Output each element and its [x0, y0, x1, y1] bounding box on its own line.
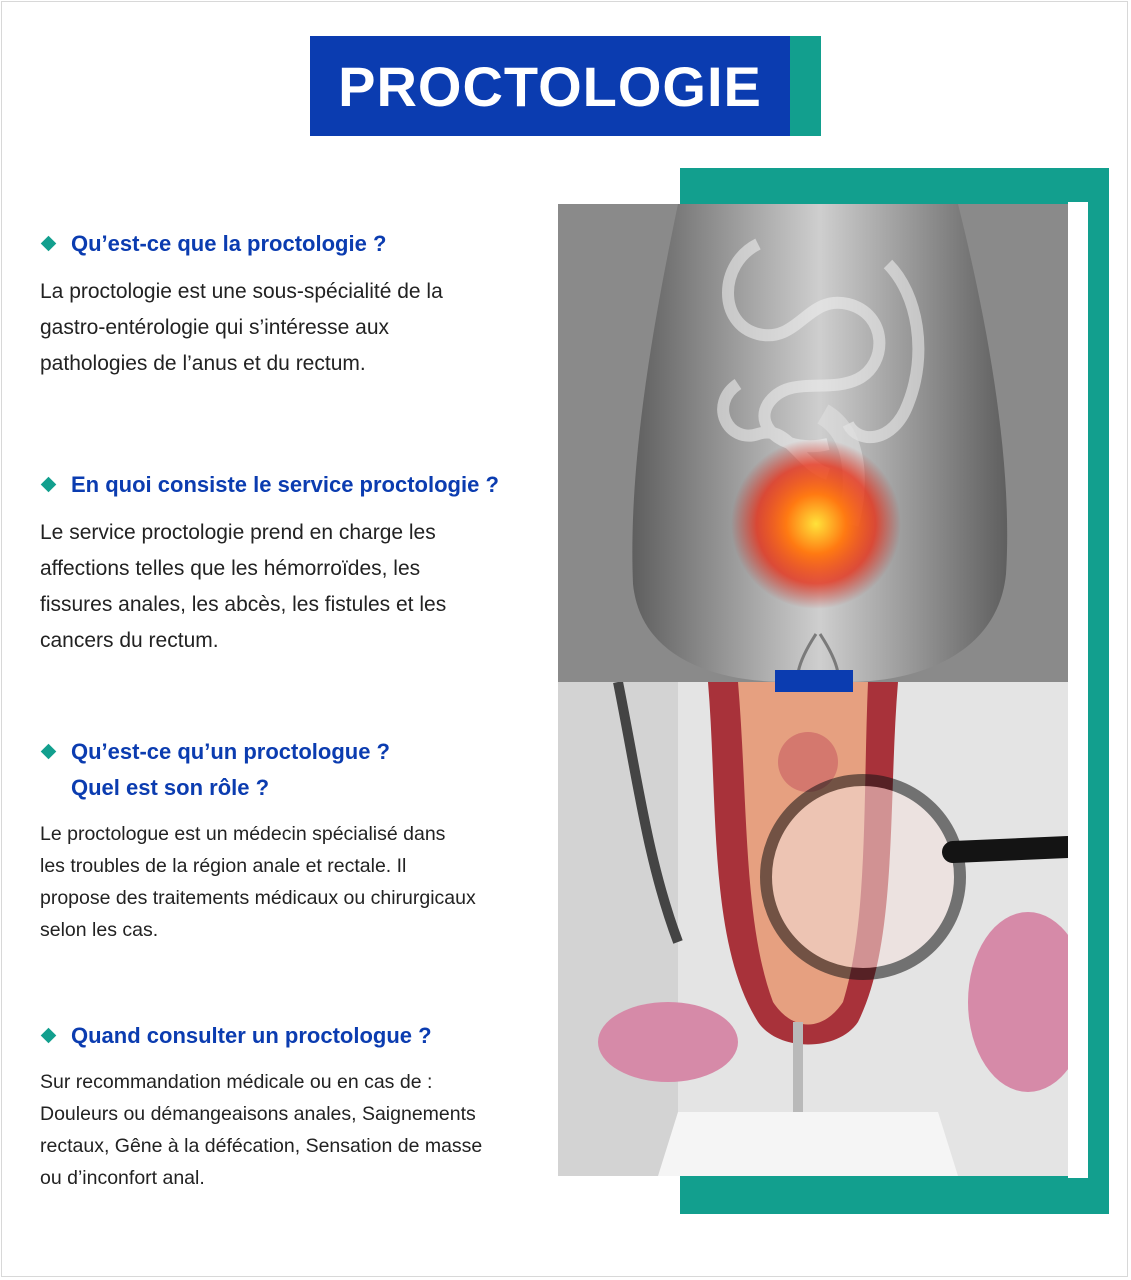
- section-question: En quoi consiste le service proctologie ?: [71, 472, 499, 497]
- section-answer: Sur recommandation médicale ou en cas de : Douleurs ou démangeaisons anales, Saignements rectaux, Gêne à la défécation, Sensation de masse ou d’inconfort anal.: [40, 1071, 483, 1189]
- diamond-bullet-icon: [41, 1028, 57, 1044]
- section-service: [40, 467, 540, 659]
- section-question: Qu’est-ce que la proctologie ?: [71, 231, 387, 256]
- section-answer: La proctologie est une sous-spécialité de la gastro-entérologie qui s’intéresse aux pathologies de l’anus et du rectum.: [40, 280, 443, 375]
- section-answer: Le proctologue est un médecin spécialisé dans les troubles de la région anale et rectale. Il propose des traitements médicaux ou chirurgicaux selon les cas.: [40, 823, 476, 941]
- section-heading: [40, 1018, 540, 1054]
- image-frame-gap: [1068, 202, 1088, 1178]
- section-heading: [40, 734, 540, 806]
- digestive-system-image: [558, 204, 1068, 682]
- rectum-model-image: [558, 682, 1068, 1176]
- section-answer: Le service proctologie prend en charge les affections telles que les hémorroïdes, les fissures anales, les abcès, les fistules et les cancers du rectum.: [40, 521, 447, 652]
- title-accent: [790, 36, 821, 136]
- section-proctologist: [40, 734, 540, 946]
- diamond-bullet-icon: [41, 477, 57, 493]
- section-question: Quand consulter un proctologue ?: [71, 1023, 432, 1048]
- diamond-bullet-icon: [41, 744, 57, 760]
- digestive-system-illustration: [558, 204, 1068, 682]
- page-title: PROCTOLOGIE: [338, 54, 762, 118]
- title-box: [310, 36, 790, 136]
- section-question: Qu’est-ce qu’un proctologue ? Quel est son rôle ?: [71, 739, 390, 800]
- anatomical-rectum-model-magnifier: [558, 682, 1068, 1176]
- section-when-consult: [40, 1018, 540, 1194]
- section-heading: [40, 226, 540, 262]
- section-heading: [40, 467, 540, 503]
- diamond-bullet-icon: [41, 236, 57, 252]
- title-banner: [310, 36, 821, 136]
- image-divider: [775, 670, 853, 692]
- section-what-is: [40, 226, 540, 382]
